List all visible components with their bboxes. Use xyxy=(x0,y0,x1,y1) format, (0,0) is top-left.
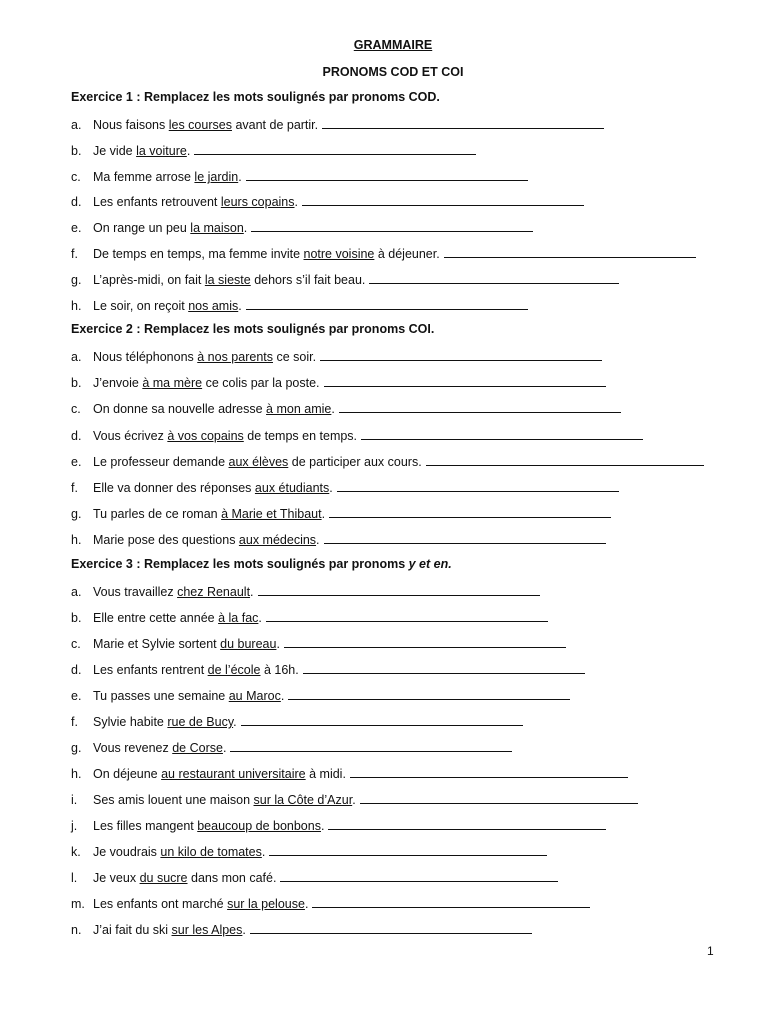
answer-blank[interactable] xyxy=(361,427,643,440)
item-text: Tu passes une semaine xyxy=(93,689,229,703)
item-text: Ses amis louent une maison xyxy=(93,793,254,807)
item-text: à midi. xyxy=(305,767,346,781)
underlined-words: de Corse xyxy=(172,741,223,755)
underlined-words: la sieste xyxy=(204,273,251,287)
answer-blank[interactable] xyxy=(329,505,611,518)
underlined-words: sur les Alpes xyxy=(171,923,243,937)
item-text: . xyxy=(331,402,335,416)
answer-blank[interactable] xyxy=(251,219,533,232)
underlined-words: aux médecins xyxy=(238,533,317,547)
answer-blank[interactable] xyxy=(284,635,566,648)
item-text: . xyxy=(242,923,246,937)
item-text: à 16h. xyxy=(260,663,299,677)
underlined-words: de l’école xyxy=(207,663,261,677)
item-letter: e. xyxy=(71,221,82,235)
item-letter: e. xyxy=(71,689,82,703)
answer-blank[interactable] xyxy=(241,713,523,726)
answer-blank[interactable] xyxy=(339,400,621,413)
answer-blank[interactable] xyxy=(426,453,704,466)
item-text: . xyxy=(280,689,285,703)
underlined-words: du sucre xyxy=(139,871,188,885)
item-letter: k. xyxy=(71,845,81,859)
item-letter: d. xyxy=(71,195,82,209)
exercise-3-item-a xyxy=(71,583,540,601)
exercise-3-item-f xyxy=(71,713,523,731)
exercise-3-item-e xyxy=(71,687,570,705)
item-text: J’ai fait du ski xyxy=(93,923,172,937)
item-letter: f. xyxy=(71,481,78,495)
answer-blank[interactable] xyxy=(322,116,604,129)
underlined-words: beaucoup de bonbons xyxy=(197,819,321,833)
item-letter: f. xyxy=(71,247,78,261)
exercise-2-heading xyxy=(71,322,434,336)
item-text: Les enfants retrouvent xyxy=(93,195,221,209)
item-text: avant de partir. xyxy=(231,118,319,132)
item-text: Nous faisons xyxy=(93,118,169,132)
item-letter: i. xyxy=(71,793,78,807)
exercise-1-heading xyxy=(71,90,440,104)
item-letter: c. xyxy=(71,170,81,184)
answer-blank[interactable] xyxy=(337,479,619,492)
item-text: Tu parles de ce roman xyxy=(93,507,222,521)
exercise-2-item-d xyxy=(71,427,643,445)
underlined-words: la voiture xyxy=(136,144,187,158)
item-text: de temps en temps. xyxy=(243,429,358,443)
exercise-3-item-m xyxy=(71,895,590,913)
exercise-3-item-k xyxy=(71,843,547,861)
item-letter: a. xyxy=(71,585,82,599)
answer-blank[interactable] xyxy=(266,609,548,622)
item-text: Marie pose des questions xyxy=(93,533,239,547)
item-text: . xyxy=(238,170,242,184)
answer-blank[interactable] xyxy=(288,687,570,700)
answer-blank[interactable] xyxy=(194,142,476,155)
exercise-3-item-d xyxy=(71,661,585,679)
item-text: Ma femme arrose xyxy=(93,170,195,184)
item-text: . xyxy=(304,897,309,911)
exercise-2-heading-text: Exercice 2 : Remplacez les mots soulignés par pronoms COI. xyxy=(71,322,435,336)
exercise-3-item-j xyxy=(71,817,606,835)
exercise-1-heading-text: Exercice 1 : Remplacez les mots soulignés par pronoms COD. xyxy=(71,90,440,104)
item-text: L’après-midi, on fait xyxy=(93,273,205,287)
underlined-words: du bureau xyxy=(220,637,277,651)
item-text: Le professeur demande xyxy=(93,455,229,469)
item-letter: g. xyxy=(71,273,82,287)
item-text: Les enfants rentrent xyxy=(93,663,208,677)
underlined-words: la maison xyxy=(190,221,244,235)
item-letter: c. xyxy=(71,402,81,416)
answer-blank[interactable] xyxy=(280,869,558,882)
exercise-1-item-e xyxy=(71,219,533,237)
answer-blank[interactable] xyxy=(320,348,602,361)
item-text: On donne sa nouvelle adresse xyxy=(93,402,267,416)
exercise-3-item-i xyxy=(71,791,638,809)
answer-blank[interactable] xyxy=(269,843,547,856)
item-letter: h. xyxy=(71,767,82,781)
exercise-1-item-c xyxy=(71,168,528,186)
answer-blank[interactable] xyxy=(312,895,590,908)
exercise-2-item-f xyxy=(71,479,619,497)
answer-blank[interactable] xyxy=(350,765,628,778)
item-letter: f. xyxy=(71,715,78,729)
item-text: ce soir. xyxy=(273,350,317,364)
item-text: . xyxy=(233,715,237,729)
item-text: De temps en temps, ma femme invite xyxy=(93,247,304,261)
underlined-words: leurs copains xyxy=(220,195,295,209)
exercise-3-heading xyxy=(71,557,452,571)
item-text: . xyxy=(352,793,356,807)
answer-blank[interactable] xyxy=(360,791,638,804)
underlined-words: notre voisine xyxy=(303,247,375,261)
underlined-words: à vos copains xyxy=(167,429,244,443)
underlined-words: les courses xyxy=(168,118,232,132)
item-text: Vous revenez xyxy=(93,741,173,755)
item-text: . xyxy=(316,533,320,547)
underlined-words: chez Renault xyxy=(177,585,251,599)
item-text: Les enfants ont marché xyxy=(93,897,228,911)
item-letter: a. xyxy=(71,118,82,132)
underlined-words: aux étudiants xyxy=(254,481,330,495)
item-text: . xyxy=(250,585,254,599)
item-letter: b. xyxy=(71,376,82,390)
underlined-words: nos amis xyxy=(188,299,239,313)
item-letter: l. xyxy=(71,871,78,885)
item-text: Les filles mangent xyxy=(93,819,198,833)
item-letter: e. xyxy=(71,455,82,469)
item-text: . xyxy=(186,144,191,158)
underlined-words: à mon amie xyxy=(266,402,332,416)
item-letter: j. xyxy=(71,819,78,833)
answer-blank[interactable] xyxy=(250,921,532,934)
item-letter: b. xyxy=(71,144,82,158)
item-text: On déjeune xyxy=(93,767,162,781)
item-text: Marie et Sylvie sortent xyxy=(93,637,221,651)
item-letter: b. xyxy=(71,611,82,625)
exercise-3-heading-italic: y et en. xyxy=(408,557,452,571)
underlined-words: sur la pelouse xyxy=(227,897,305,911)
exercise-3-item-n xyxy=(71,921,532,939)
exercise-3-item-g xyxy=(71,739,512,757)
underlined-words: sur la Côte d’Azur xyxy=(253,793,353,807)
exercise-3-item-h xyxy=(71,765,628,783)
answer-blank[interactable] xyxy=(369,271,619,284)
item-text: Elle va donner des réponses xyxy=(93,481,255,495)
item-text: Vous travaillez xyxy=(93,585,178,599)
item-text: dans mon café. xyxy=(187,871,277,885)
underlined-words: rue de Bucy xyxy=(167,715,234,729)
item-text: Sylvie habite xyxy=(93,715,168,729)
exercise-3-item-b xyxy=(71,609,548,627)
exercise-1-item-a xyxy=(71,116,604,134)
item-text: Je vide xyxy=(93,144,137,158)
item-text: de participer aux cours. xyxy=(288,455,422,469)
exercise-2-item-g xyxy=(71,505,611,523)
answer-blank[interactable] xyxy=(303,661,585,674)
underlined-words: à la fac xyxy=(218,611,259,625)
underlined-words: au Maroc xyxy=(228,689,281,703)
item-text: . xyxy=(276,637,280,651)
answer-blank[interactable] xyxy=(324,374,606,387)
exercise-1-item-d xyxy=(71,193,584,211)
answer-blank[interactable] xyxy=(324,531,606,544)
item-text: . xyxy=(320,819,325,833)
page-subtitle: PRONOMS COD ET COI xyxy=(322,65,464,79)
exercise-3-item-c xyxy=(71,635,566,653)
item-letter: n. xyxy=(71,923,82,937)
item-letter: g. xyxy=(71,507,82,521)
item-letter: c. xyxy=(71,637,81,651)
answer-blank[interactable] xyxy=(246,297,528,310)
item-letter: d. xyxy=(71,663,82,677)
answer-blank[interactable] xyxy=(328,817,606,830)
item-text: . xyxy=(258,611,262,625)
answer-blank[interactable] xyxy=(258,583,540,596)
item-text: . xyxy=(329,481,333,495)
item-text: Je veux xyxy=(93,871,140,885)
item-letter: g. xyxy=(71,741,82,755)
underlined-words: à ma mère xyxy=(142,376,203,390)
answer-blank[interactable] xyxy=(302,193,584,206)
item-letter: h. xyxy=(71,299,82,313)
underlined-words: à Marie et Thibaut xyxy=(221,507,322,521)
item-text: Je voudrais xyxy=(93,845,161,859)
underlined-words: le jardin xyxy=(194,170,239,184)
underlined-words: aux élèves xyxy=(228,455,289,469)
answer-blank[interactable] xyxy=(230,739,512,752)
item-text: dehors s’il fait beau. xyxy=(250,273,366,287)
item-text: . xyxy=(243,221,248,235)
exercise-1-item-f xyxy=(71,245,696,263)
exercise-2-item-b xyxy=(71,374,606,392)
page-title: GRAMMAIRE xyxy=(353,38,433,52)
item-text: On range un peu xyxy=(93,221,191,235)
item-text: Vous écrivez xyxy=(93,429,168,443)
underlined-words: un kilo de tomates xyxy=(160,845,262,859)
answer-blank[interactable] xyxy=(444,245,696,258)
exercise-2-item-e xyxy=(71,453,704,471)
item-text: . xyxy=(261,845,266,859)
item-text: J’envoie xyxy=(93,376,143,390)
item-letter: d. xyxy=(71,429,82,443)
exercise-2-item-c xyxy=(71,400,621,418)
item-letter: a. xyxy=(71,350,82,364)
underlined-words: à nos parents xyxy=(197,350,273,364)
item-text: Nous téléphonons xyxy=(93,350,198,364)
item-text: . xyxy=(222,741,227,755)
underlined-words: au restaurant universitaire xyxy=(161,767,306,781)
item-text: . xyxy=(321,507,326,521)
item-letter: h. xyxy=(71,533,82,547)
item-text: à déjeuner. xyxy=(374,247,440,261)
exercise-3-item-l xyxy=(71,869,558,887)
exercise-1-item-b xyxy=(71,142,476,160)
exercise-2-item-a xyxy=(71,348,602,366)
exercise-2-item-h xyxy=(71,531,606,549)
answer-blank[interactable] xyxy=(246,168,528,181)
item-letter: m. xyxy=(71,897,85,911)
exercise-1-item-g xyxy=(71,271,619,289)
item-text: Elle entre cette année xyxy=(93,611,219,625)
page-number: 1 xyxy=(707,944,714,958)
item-text: . xyxy=(238,299,242,313)
item-text: Le soir, on reçoit xyxy=(93,299,189,313)
exercise-3-heading-text: Exercice 3 : Remplacez les mots soulignés par pronoms xyxy=(71,557,409,571)
item-text: ce colis par la poste. xyxy=(202,376,320,390)
exercise-1-item-h xyxy=(71,297,528,315)
item-text: . xyxy=(294,195,298,209)
